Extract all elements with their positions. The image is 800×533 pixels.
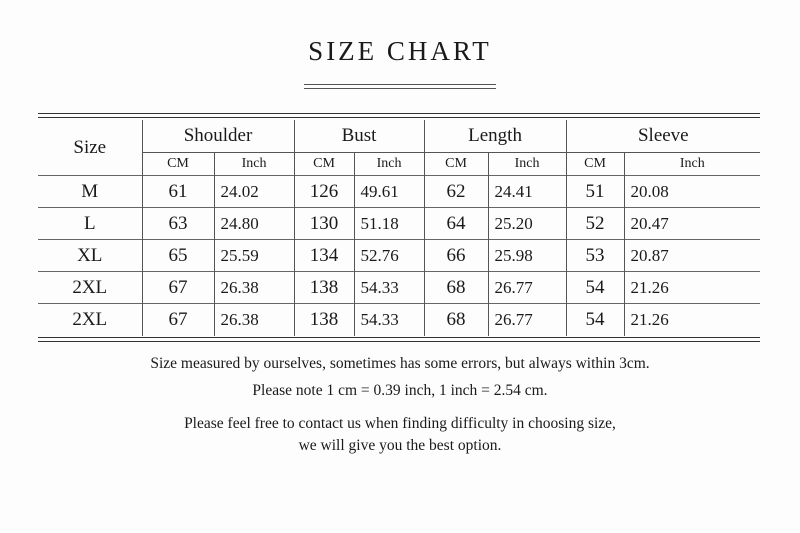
- title-underline-bottom: [304, 88, 496, 89]
- table-cell: 25.59: [214, 240, 294, 272]
- group-header-shoulder: Shoulder: [142, 120, 294, 153]
- table-cell: 65: [142, 240, 214, 272]
- unit-header-inch: Inch: [488, 153, 566, 176]
- table-cell: 54.33: [354, 272, 424, 304]
- table-cell: 25.20: [488, 208, 566, 240]
- table-cell: 51: [566, 176, 624, 208]
- size-label: M: [38, 176, 142, 208]
- table-row: [38, 240, 760, 272]
- group-header-length: Length: [424, 120, 566, 153]
- unit-header-cm: CM: [566, 153, 624, 176]
- table-cell: 67: [142, 272, 214, 304]
- table-cell: 26.38: [214, 304, 294, 336]
- size-label: 2XL: [38, 304, 142, 336]
- table-cell: 130: [294, 208, 354, 240]
- table-cell: 138: [294, 304, 354, 336]
- table-cell: 54: [566, 272, 624, 304]
- table-cell: 26.77: [488, 272, 566, 304]
- table-cell: 24.41: [488, 176, 566, 208]
- group-header-sleeve: Sleeve: [566, 120, 760, 153]
- table-bottom-rule-2: [38, 341, 760, 342]
- size-label: 2XL: [38, 272, 142, 304]
- table-cell: 126: [294, 176, 354, 208]
- note-conversion: Please note 1 cm = 0.39 inch, 1 inch = 2.54 cm.: [252, 382, 548, 399]
- table-header: [38, 120, 760, 176]
- table-cell: 66: [424, 240, 488, 272]
- table-cell: 68: [424, 304, 488, 336]
- unit-header-cm: CM: [424, 153, 488, 176]
- table-cell: 62: [424, 176, 488, 208]
- note-best-option: we will give you the best option.: [298, 437, 502, 454]
- note-measurement: Size measured by ourselves, sometimes has some errors, but always within 3cm.: [150, 355, 650, 372]
- table-row: [38, 304, 760, 336]
- table-cell: 52: [566, 208, 624, 240]
- table-cell: 64: [424, 208, 488, 240]
- table-bottom-rule-1: [38, 337, 760, 338]
- size-label: L: [38, 208, 142, 240]
- page-title: SIZE CHART: [308, 36, 492, 66]
- table-cell: 54.33: [354, 304, 424, 336]
- unit-header-cm: CM: [142, 153, 214, 176]
- table-row: [38, 208, 760, 240]
- table-row: [38, 176, 760, 208]
- table-row: [38, 272, 760, 304]
- unit-header-cm: CM: [294, 153, 354, 176]
- table-cell: 49.61: [354, 176, 424, 208]
- unit-header-inch: Inch: [354, 153, 424, 176]
- unit-header-inch: Inch: [624, 153, 760, 176]
- table-cell: 52.76: [354, 240, 424, 272]
- table-top-rule-1: [38, 113, 760, 114]
- table-cell: 61: [142, 176, 214, 208]
- table-body: [38, 176, 760, 336]
- size-column-header: Size: [73, 136, 107, 158]
- table-cell: 26.77: [488, 304, 566, 336]
- size-table: [38, 120, 760, 336]
- table-cell: 53: [566, 240, 624, 272]
- table-cell: 26.38: [214, 272, 294, 304]
- note-contact: Please feel free to contact us when finding difficulty in choosing size,: [184, 415, 616, 432]
- table-cell: 24.02: [214, 176, 294, 208]
- table-cell: 20.08: [624, 176, 760, 208]
- table-cell: 21.26: [624, 272, 760, 304]
- table-cell: 63: [142, 208, 214, 240]
- table-cell: 20.87: [624, 240, 760, 272]
- table-cell: 21.26: [624, 304, 760, 336]
- table-cell: 134: [294, 240, 354, 272]
- table-cell: 25.98: [488, 240, 566, 272]
- table-top-rule-2: [38, 117, 760, 118]
- table-cell: 68: [424, 272, 488, 304]
- size-label: XL: [38, 240, 142, 272]
- title-underline-top: [304, 84, 496, 85]
- table-cell: 54: [566, 304, 624, 336]
- unit-header-inch: Inch: [214, 153, 294, 176]
- table-cell: 138: [294, 272, 354, 304]
- table-cell: 24.80: [214, 208, 294, 240]
- group-header-bust: Bust: [294, 120, 424, 153]
- table-cell: 67: [142, 304, 214, 336]
- table-cell: 51.18: [354, 208, 424, 240]
- table-cell: 20.47: [624, 208, 760, 240]
